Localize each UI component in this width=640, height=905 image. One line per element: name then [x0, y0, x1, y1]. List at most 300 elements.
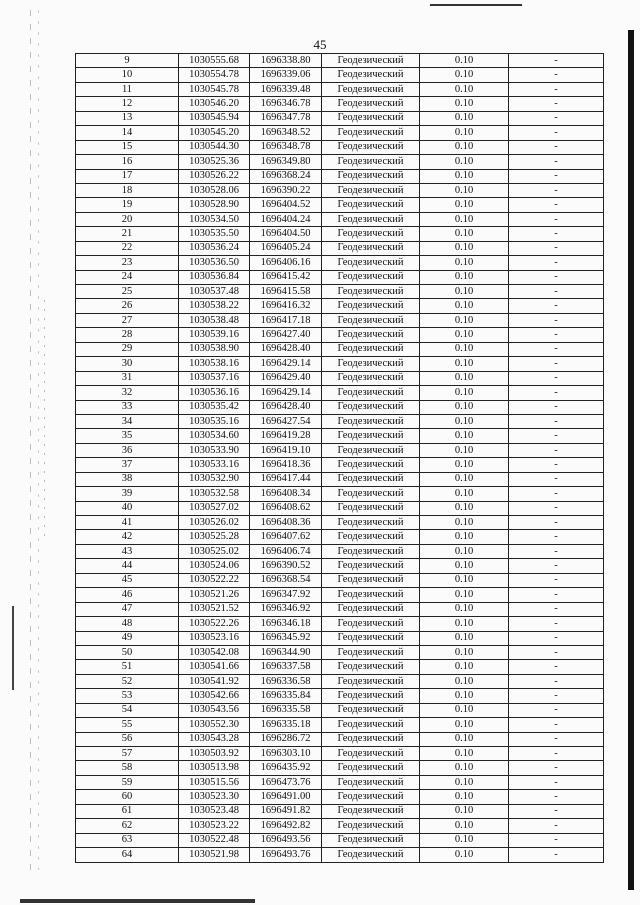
method-cell: Геодезический: [322, 516, 420, 530]
table-row: [76, 660, 604, 674]
y-coordinate-cell: 1696428.40: [250, 400, 322, 414]
accuracy-cell: 0.10: [420, 414, 509, 428]
method-cell: Геодезический: [322, 617, 420, 631]
y-coordinate-cell: 1696348.78: [250, 140, 322, 154]
accuracy-cell: 0.10: [420, 544, 509, 558]
y-coordinate-cell: 1696346.92: [250, 602, 322, 616]
y-coordinate-cell: 1696429.40: [250, 371, 322, 385]
x-coordinate-cell: 1030542.08: [179, 645, 250, 659]
table-row: [76, 155, 604, 169]
x-coordinate-cell: 1030534.60: [179, 429, 250, 443]
point-number-cell: 28: [76, 328, 179, 342]
point-number-cell: 61: [76, 804, 179, 818]
x-coordinate-cell: 1030525.28: [179, 530, 250, 544]
accuracy-cell: 0.10: [420, 674, 509, 688]
point-number-cell: 23: [76, 256, 179, 270]
note-cell: -: [509, 703, 604, 717]
table-row: [76, 169, 604, 183]
accuracy-cell: 0.10: [420, 299, 509, 313]
method-cell: Геодезический: [322, 501, 420, 515]
y-coordinate-cell: 1696346.78: [250, 97, 322, 111]
table-row: [76, 732, 604, 746]
table-row: [76, 126, 604, 140]
accuracy-cell: 0.10: [420, 111, 509, 125]
x-coordinate-cell: 1030542.66: [179, 689, 250, 703]
method-cell: Геодезический: [322, 68, 420, 82]
accuracy-cell: 0.10: [420, 256, 509, 270]
table-row: [76, 645, 604, 659]
x-coordinate-cell: 1030535.42: [179, 400, 250, 414]
method-cell: Геодезический: [322, 328, 420, 342]
x-coordinate-cell: 1030545.78: [179, 82, 250, 96]
table-row: [76, 848, 604, 862]
method-cell: Геодезический: [322, 530, 420, 544]
accuracy-cell: 0.10: [420, 458, 509, 472]
method-cell: Геодезический: [322, 227, 420, 241]
note-cell: -: [509, 833, 604, 847]
note-cell: -: [509, 559, 604, 573]
accuracy-cell: 0.10: [420, 516, 509, 530]
point-number-cell: 13: [76, 111, 179, 125]
point-number-cell: 43: [76, 544, 179, 558]
y-coordinate-cell: 1696408.62: [250, 501, 322, 515]
x-coordinate-cell: 1030526.02: [179, 516, 250, 530]
note-cell: -: [509, 285, 604, 299]
x-coordinate-cell: 1030538.22: [179, 299, 250, 313]
note-cell: -: [509, 227, 604, 241]
point-number-cell: 59: [76, 775, 179, 789]
x-coordinate-cell: 1030522.48: [179, 833, 250, 847]
table-row: [76, 472, 604, 486]
x-coordinate-cell: 1030543.56: [179, 703, 250, 717]
y-coordinate-cell: 1696405.24: [250, 241, 322, 255]
point-number-cell: 32: [76, 386, 179, 400]
table-row: [76, 790, 604, 804]
note-cell: -: [509, 68, 604, 82]
point-number-cell: 34: [76, 414, 179, 428]
point-number-cell: 64: [76, 848, 179, 862]
method-cell: Геодезический: [322, 357, 420, 371]
point-number-cell: 24: [76, 270, 179, 284]
table-row: [76, 414, 604, 428]
point-number-cell: 40: [76, 501, 179, 515]
accuracy-cell: 0.10: [420, 357, 509, 371]
accuracy-cell: 0.10: [420, 82, 509, 96]
x-coordinate-cell: 1030525.36: [179, 155, 250, 169]
y-coordinate-cell: 1696339.48: [250, 82, 322, 96]
accuracy-cell: 0.10: [420, 400, 509, 414]
accuracy-cell: 0.10: [420, 718, 509, 732]
y-coordinate-cell: 1696368.54: [250, 573, 322, 587]
table-row: [76, 97, 604, 111]
x-coordinate-cell: 1030541.92: [179, 674, 250, 688]
method-cell: Геодезический: [322, 674, 420, 688]
point-number-cell: 33: [76, 400, 179, 414]
table-row: [76, 674, 604, 688]
accuracy-cell: 0.10: [420, 212, 509, 226]
table-row: [76, 833, 604, 847]
method-cell: Геодезический: [322, 472, 420, 486]
method-cell: Геодезический: [322, 487, 420, 501]
x-coordinate-cell: 1030535.16: [179, 414, 250, 428]
point-number-cell: 17: [76, 169, 179, 183]
y-coordinate-cell: 1696408.34: [250, 487, 322, 501]
y-coordinate-cell: 1696390.22: [250, 183, 322, 197]
table-row: [76, 544, 604, 558]
method-cell: Геодезический: [322, 126, 420, 140]
method-cell: Геодезический: [322, 155, 420, 169]
note-cell: -: [509, 588, 604, 602]
method-cell: Геодезический: [322, 241, 420, 255]
note-cell: -: [509, 645, 604, 659]
note-cell: -: [509, 155, 604, 169]
x-coordinate-cell: 1030513.98: [179, 761, 250, 775]
note-cell: -: [509, 674, 604, 688]
accuracy-cell: 0.10: [420, 429, 509, 443]
note-cell: -: [509, 169, 604, 183]
point-number-cell: 30: [76, 357, 179, 371]
y-coordinate-cell: 1696427.40: [250, 328, 322, 342]
table-row: [76, 183, 604, 197]
table-row: [76, 357, 604, 371]
accuracy-cell: 0.10: [420, 472, 509, 486]
table-row: [76, 443, 604, 457]
method-cell: Геодезический: [322, 689, 420, 703]
accuracy-cell: 0.10: [420, 559, 509, 573]
point-number-cell: 48: [76, 617, 179, 631]
method-cell: Геодезический: [322, 111, 420, 125]
y-coordinate-cell: 1696338.80: [250, 54, 322, 68]
note-cell: -: [509, 241, 604, 255]
y-coordinate-cell: 1696335.58: [250, 703, 322, 717]
accuracy-cell: 0.10: [420, 732, 509, 746]
point-number-cell: 38: [76, 472, 179, 486]
note-cell: -: [509, 573, 604, 587]
y-coordinate-cell: 1696335.84: [250, 689, 322, 703]
table-row: [76, 111, 604, 125]
accuracy-cell: 0.10: [420, 169, 509, 183]
point-number-cell: 45: [76, 573, 179, 587]
scan-artifact-left-mark: [12, 606, 14, 690]
table-row: [76, 342, 604, 356]
x-coordinate-cell: 1030522.26: [179, 617, 250, 631]
table-row: [76, 559, 604, 573]
y-coordinate-cell: 1696491.82: [250, 804, 322, 818]
note-cell: -: [509, 429, 604, 443]
method-cell: Геодезический: [322, 386, 420, 400]
accuracy-cell: 0.10: [420, 198, 509, 212]
x-coordinate-cell: 1030521.52: [179, 602, 250, 616]
x-coordinate-cell: 1030538.90: [179, 342, 250, 356]
y-coordinate-cell: 1696390.52: [250, 559, 322, 573]
y-coordinate-cell: 1696337.58: [250, 660, 322, 674]
point-number-cell: 47: [76, 602, 179, 616]
method-cell: Геодезический: [322, 371, 420, 385]
point-number-cell: 51: [76, 660, 179, 674]
point-number-cell: 55: [76, 718, 179, 732]
method-cell: Геодезический: [322, 313, 420, 327]
note-cell: -: [509, 400, 604, 414]
scan-artifact-top-rule: [430, 4, 522, 6]
accuracy-cell: 0.10: [420, 617, 509, 631]
x-coordinate-cell: 1030536.50: [179, 256, 250, 270]
method-cell: Геодезический: [322, 82, 420, 96]
table-row: [76, 54, 604, 68]
table-row: [76, 487, 604, 501]
x-coordinate-cell: 1030539.16: [179, 328, 250, 342]
method-cell: Геодезический: [322, 54, 420, 68]
x-coordinate-cell: 1030537.16: [179, 371, 250, 385]
note-cell: -: [509, 126, 604, 140]
y-coordinate-cell: 1696303.10: [250, 747, 322, 761]
point-number-cell: 56: [76, 732, 179, 746]
method-cell: Геодезический: [322, 645, 420, 659]
note-cell: -: [509, 342, 604, 356]
y-coordinate-cell: 1696348.52: [250, 126, 322, 140]
scan-artifact-right-edge: [628, 30, 634, 890]
method-cell: Геодезический: [322, 458, 420, 472]
accuracy-cell: 0.10: [420, 848, 509, 862]
y-coordinate-cell: 1696286.72: [250, 732, 322, 746]
table-row: [76, 68, 604, 82]
note-cell: -: [509, 82, 604, 96]
note-cell: -: [509, 198, 604, 212]
y-coordinate-cell: 1696404.52: [250, 198, 322, 212]
table-row: [76, 299, 604, 313]
point-number-cell: 49: [76, 631, 179, 645]
x-coordinate-cell: 1030522.22: [179, 573, 250, 587]
point-number-cell: 16: [76, 155, 179, 169]
y-coordinate-cell: 1696493.56: [250, 833, 322, 847]
table-row: [76, 328, 604, 342]
accuracy-cell: 0.10: [420, 689, 509, 703]
x-coordinate-cell: 1030523.30: [179, 790, 250, 804]
method-cell: Геодезический: [322, 198, 420, 212]
method-cell: Геодезический: [322, 400, 420, 414]
y-coordinate-cell: 1696418.36: [250, 458, 322, 472]
x-coordinate-cell: 1030545.20: [179, 126, 250, 140]
point-number-cell: 42: [76, 530, 179, 544]
table-row: [76, 256, 604, 270]
scan-artifact-bottom-rule: [20, 899, 255, 903]
y-coordinate-cell: 1696406.74: [250, 544, 322, 558]
table-row: [76, 631, 604, 645]
y-coordinate-cell: 1696347.78: [250, 111, 322, 125]
y-coordinate-cell: 1696416.32: [250, 299, 322, 313]
x-coordinate-cell: 1030535.50: [179, 227, 250, 241]
method-cell: Геодезический: [322, 747, 420, 761]
x-coordinate-cell: 1030534.50: [179, 212, 250, 226]
accuracy-cell: 0.10: [420, 328, 509, 342]
table-row: [76, 241, 604, 255]
x-coordinate-cell: 1030533.90: [179, 443, 250, 457]
x-coordinate-cell: 1030528.90: [179, 198, 250, 212]
x-coordinate-cell: 1030521.98: [179, 848, 250, 862]
table-row: [76, 516, 604, 530]
y-coordinate-cell: 1696435.92: [250, 761, 322, 775]
accuracy-cell: 0.10: [420, 660, 509, 674]
point-number-cell: 9: [76, 54, 179, 68]
y-coordinate-cell: 1696473.76: [250, 775, 322, 789]
method-cell: Геодезический: [322, 443, 420, 457]
point-number-cell: 19: [76, 198, 179, 212]
point-number-cell: 46: [76, 588, 179, 602]
table-row: [76, 804, 604, 818]
x-coordinate-cell: 1030523.48: [179, 804, 250, 818]
accuracy-cell: 0.10: [420, 747, 509, 761]
note-cell: -: [509, 371, 604, 385]
x-coordinate-cell: 1030523.22: [179, 819, 250, 833]
y-coordinate-cell: 1696491.00: [250, 790, 322, 804]
x-coordinate-cell: 1030523.16: [179, 631, 250, 645]
method-cell: Геодезический: [322, 299, 420, 313]
point-number-cell: 57: [76, 747, 179, 761]
method-cell: Геодезический: [322, 790, 420, 804]
accuracy-cell: 0.10: [420, 761, 509, 775]
note-cell: -: [509, 299, 604, 313]
accuracy-cell: 0.10: [420, 68, 509, 82]
point-number-cell: 27: [76, 313, 179, 327]
note-cell: -: [509, 660, 604, 674]
y-coordinate-cell: 1696417.18: [250, 313, 322, 327]
y-coordinate-cell: 1696346.18: [250, 617, 322, 631]
point-number-cell: 22: [76, 241, 179, 255]
y-coordinate-cell: 1696345.92: [250, 631, 322, 645]
accuracy-cell: 0.10: [420, 270, 509, 284]
x-coordinate-cell: 1030536.24: [179, 241, 250, 255]
x-coordinate-cell: 1030537.48: [179, 285, 250, 299]
accuracy-cell: 0.10: [420, 285, 509, 299]
point-number-cell: 50: [76, 645, 179, 659]
y-coordinate-cell: 1696415.42: [250, 270, 322, 284]
note-cell: -: [509, 848, 604, 862]
y-coordinate-cell: 1696408.36: [250, 516, 322, 530]
page-number: 45: [313, 37, 327, 52]
table-row: [76, 386, 604, 400]
point-number-cell: 62: [76, 819, 179, 833]
note-cell: -: [509, 472, 604, 486]
method-cell: Геодезический: [322, 169, 420, 183]
y-coordinate-cell: 1696335.18: [250, 718, 322, 732]
method-cell: Геодезический: [322, 270, 420, 284]
x-coordinate-cell: 1030525.02: [179, 544, 250, 558]
table-row: [76, 82, 604, 96]
method-cell: Геодезический: [322, 833, 420, 847]
accuracy-cell: 0.10: [420, 573, 509, 587]
table-row: [76, 573, 604, 587]
y-coordinate-cell: 1696339.06: [250, 68, 322, 82]
note-cell: -: [509, 631, 604, 645]
method-cell: Геодезический: [322, 573, 420, 587]
note-cell: -: [509, 732, 604, 746]
table-row: [76, 227, 604, 241]
accuracy-cell: 0.10: [420, 97, 509, 111]
point-number-cell: 53: [76, 689, 179, 703]
x-coordinate-cell: 1030527.02: [179, 501, 250, 515]
note-cell: -: [509, 97, 604, 111]
y-coordinate-cell: 1696417.44: [250, 472, 322, 486]
method-cell: Геодезический: [322, 588, 420, 602]
accuracy-cell: 0.10: [420, 775, 509, 789]
accuracy-cell: 0.10: [420, 155, 509, 169]
point-number-cell: 36: [76, 443, 179, 457]
table-row: [76, 530, 604, 544]
method-cell: Геодезический: [322, 183, 420, 197]
table-row: [76, 313, 604, 327]
scan-artifact-left-band: [30, 10, 31, 870]
table-row: [76, 198, 604, 212]
coordinates-table-body: [76, 54, 604, 863]
note-cell: -: [509, 501, 604, 515]
x-coordinate-cell: 1030555.68: [179, 54, 250, 68]
note-cell: -: [509, 386, 604, 400]
accuracy-cell: 0.10: [420, 631, 509, 645]
accuracy-cell: 0.10: [420, 530, 509, 544]
y-coordinate-cell: 1696344.90: [250, 645, 322, 659]
table-row: [76, 718, 604, 732]
method-cell: Геодезический: [322, 256, 420, 270]
note-cell: -: [509, 689, 604, 703]
note-cell: -: [509, 443, 604, 457]
y-coordinate-cell: 1696429.14: [250, 386, 322, 400]
accuracy-cell: 0.10: [420, 804, 509, 818]
method-cell: Геодезический: [322, 285, 420, 299]
y-coordinate-cell: 1696419.28: [250, 429, 322, 443]
accuracy-cell: 0.10: [420, 790, 509, 804]
table-row: [76, 775, 604, 789]
point-number-cell: 25: [76, 285, 179, 299]
method-cell: Геодезический: [322, 761, 420, 775]
accuracy-cell: 0.10: [420, 241, 509, 255]
note-cell: -: [509, 328, 604, 342]
accuracy-cell: 0.10: [420, 371, 509, 385]
method-cell: Геодезический: [322, 819, 420, 833]
point-number-cell: 60: [76, 790, 179, 804]
x-coordinate-cell: 1030528.06: [179, 183, 250, 197]
note-cell: -: [509, 487, 604, 501]
y-coordinate-cell: 1696419.10: [250, 443, 322, 457]
point-number-cell: 14: [76, 126, 179, 140]
method-cell: Геодезический: [322, 559, 420, 573]
accuracy-cell: 0.10: [420, 487, 509, 501]
note-cell: -: [509, 819, 604, 833]
x-coordinate-cell: 1030546.20: [179, 97, 250, 111]
point-number-cell: 41: [76, 516, 179, 530]
note-cell: -: [509, 458, 604, 472]
note-cell: -: [509, 357, 604, 371]
y-coordinate-cell: 1696429.14: [250, 357, 322, 371]
x-coordinate-cell: 1030533.16: [179, 458, 250, 472]
method-cell: Геодезический: [322, 631, 420, 645]
y-coordinate-cell: 1696492.82: [250, 819, 322, 833]
method-cell: Геодезический: [322, 775, 420, 789]
y-coordinate-cell: 1696404.24: [250, 212, 322, 226]
x-coordinate-cell: 1030524.06: [179, 559, 250, 573]
note-cell: -: [509, 790, 604, 804]
accuracy-cell: 0.10: [420, 645, 509, 659]
y-coordinate-cell: 1696406.16: [250, 256, 322, 270]
point-number-cell: 21: [76, 227, 179, 241]
note-cell: -: [509, 775, 604, 789]
table-row: [76, 371, 604, 385]
note-cell: -: [509, 530, 604, 544]
table-row: [76, 588, 604, 602]
y-coordinate-cell: 1696493.76: [250, 848, 322, 862]
y-coordinate-cell: 1696336.58: [250, 674, 322, 688]
accuracy-cell: 0.10: [420, 386, 509, 400]
method-cell: Геодезический: [322, 660, 420, 674]
accuracy-cell: 0.10: [420, 140, 509, 154]
